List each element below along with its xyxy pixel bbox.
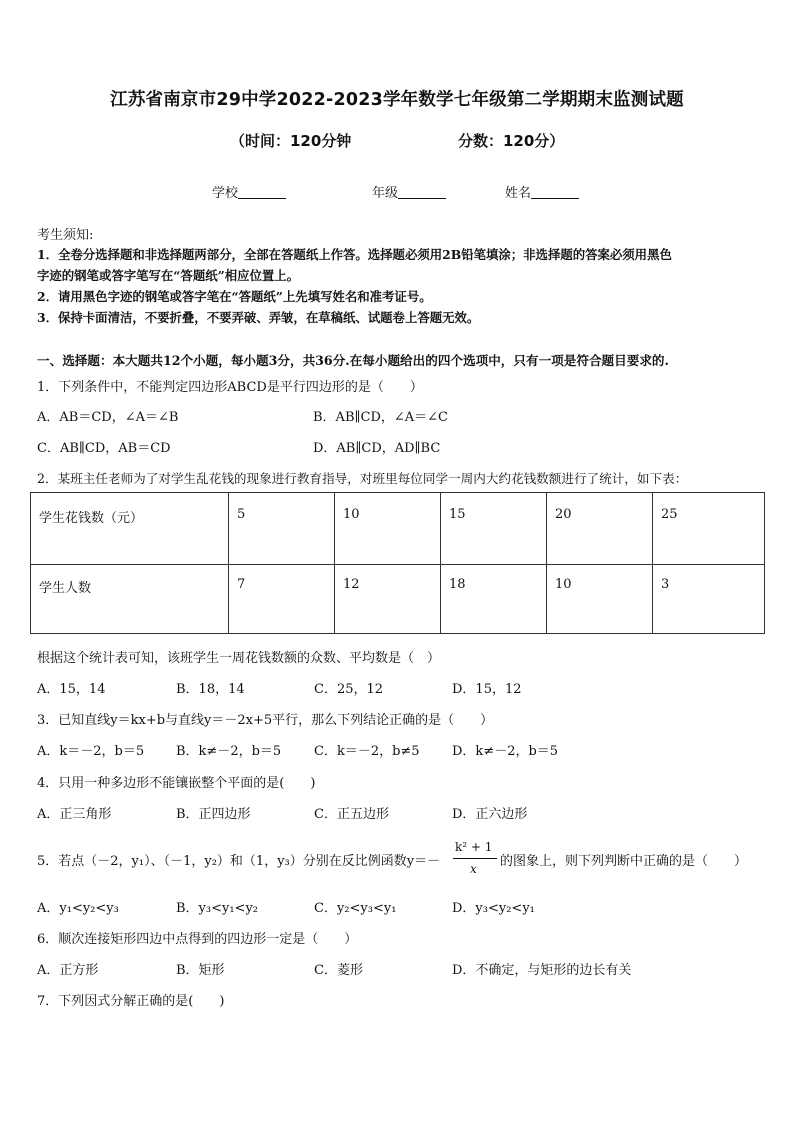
question-2-option-c: C．25，12 [314, 682, 384, 697]
question-5-option-d: D．y₃<y₂<y₁ [452, 901, 535, 916]
school-blank [238, 186, 286, 199]
grade-blank [398, 186, 446, 199]
notice-item: 字迹的钢笔或答字笔写在“答题纸”相应位置上。 [37, 268, 300, 283]
table-row [31, 565, 765, 634]
question-6-option-d: D．不确定，与矩形的边长有关 [452, 963, 632, 978]
question-6-option-b: B．矩形 [176, 963, 225, 978]
table-cell: 学生花钱数（元） [31, 493, 229, 565]
notice-item: 2．请用黑色字迹的钢笔或答字笔在“答题纸”上先填写姓名和准考证号。 [37, 289, 432, 304]
question-2-stem: 2．某班主任老师为了对学生乱花钱的现象进行教育指导，对班里每位同学一周内大约花钱数额进行了统计，如下表： [37, 471, 688, 486]
table-cell: 7 [229, 565, 335, 634]
question-2-option-b: B．18，14 [176, 682, 245, 697]
table-cell: 3 [653, 565, 765, 634]
school-label: 学校 [212, 186, 239, 201]
table-cell: 学生人数 [31, 565, 229, 634]
question-4-option-d: D．正六边形 [452, 807, 528, 822]
name-label: 姓名 [505, 186, 532, 201]
question-1-option-c: C．AB∥CD，AB＝CD [37, 441, 171, 456]
table-cell: 15 [441, 493, 547, 565]
section-heading: 一、选择题：本大题共12个小题，每小题3分，共36分.在每小题给出的四个选项中，只有一项是符合题目要求的. [37, 353, 669, 368]
question-5-option-a: A．y₁<y₂<y₃ [37, 901, 119, 916]
question-5-stem-start: 5．若点（－2，y₁）、（－1，y₂）和（1，y₃）分别在反比例函数y＝－ [37, 854, 441, 869]
grade-field [372, 182, 446, 201]
table-cell: 20 [547, 493, 653, 565]
name-blank [531, 186, 579, 199]
fraction-bar [453, 858, 497, 859]
question-5-option-b: B．y₃<y₁<y₂ [176, 901, 259, 916]
spending-table [30, 492, 765, 634]
table-cell: 10 [547, 565, 653, 634]
notice-item: 1．全卷分选择题和非选择题两部分，全部在答题纸上作答。选择题必须用2B铅笔填涂；非选择题的答案必须用黑色 [37, 247, 672, 262]
question-1-option-d: D．AB∥CD，AD∥BC [313, 441, 441, 456]
question-6-stem: 6．顺次连接矩形四边中点得到的四边形一定是（ ） [37, 932, 358, 947]
question-4-option-c: C．正五边形 [314, 807, 389, 822]
table-cell: 25 [653, 493, 765, 565]
name-field [505, 182, 579, 201]
question-3-option-a: A．k＝－2，b＝5 [37, 744, 145, 759]
question-1-stem: 1．下列条件中，不能判定四边形ABCD是平行四边形的是（ ） [37, 380, 423, 395]
question-4-option-a: A．正三角形 [37, 807, 112, 822]
question-4-option-b: B．正四边形 [176, 807, 251, 822]
question-3-stem: 3．已知直线y＝kx+b与直线y＝－2x+5平行，那么下列结论正确的是（ ） [37, 713, 494, 728]
question-2-option-a: A．15，14 [37, 682, 106, 697]
question-5-option-c: C．y₂<y₃<y₁ [314, 901, 397, 916]
time-limit: （时间：120分钟 [230, 132, 352, 150]
school-field [212, 182, 286, 201]
question-1-option-b: B．AB∥CD，∠A＝∠C [313, 410, 448, 425]
question-3-option-b: B．k≠－2，b＝5 [176, 744, 282, 759]
grade-label: 年级 [372, 186, 399, 201]
notice-item: 3．保持卡面清洁，不要折叠，不要弄破、弄皱，在草稿纸、试题卷上答题无效。 [37, 310, 480, 325]
table-row [31, 493, 765, 565]
table-cell: 5 [229, 493, 335, 565]
total-score: 分数：120分） [458, 132, 565, 150]
question-6-option-a: A．正方形 [37, 963, 99, 978]
question-2-option-d: D．15，12 [452, 682, 522, 697]
page-title: 江苏省南京市29中学2022-2023学年数学七年级第二学期期末监测试题 [110, 90, 684, 110]
question-2-followup: 根据这个统计表可知，该班学生一周花钱数额的众数、平均数是（ ） [37, 651, 441, 666]
question-1-option-a: A．AB＝CD，∠A＝∠B [37, 410, 179, 425]
table-cell: 10 [335, 493, 441, 565]
fraction-denominator: x [470, 862, 477, 876]
question-3-option-d: D．k≠－2，b＝5 [452, 744, 559, 759]
question-7-stem: 7．下列因式分解正确的是( ) [37, 994, 225, 1009]
notice-heading: 考生须知: [37, 228, 94, 243]
question-4-stem: 4．只用一种多边形不能镶嵌整个平面的是( ) [37, 776, 316, 791]
question-3-option-c: C．k＝－2，b≠5 [314, 744, 420, 759]
question-6-option-c: C．菱形 [314, 963, 363, 978]
table-cell: 18 [441, 565, 547, 634]
fraction-numerator: k² + 1 [455, 840, 493, 854]
question-5-stem-end: 的图象上，则下列判断中正确的是（ ） [500, 854, 748, 869]
table-cell: 12 [335, 565, 441, 634]
